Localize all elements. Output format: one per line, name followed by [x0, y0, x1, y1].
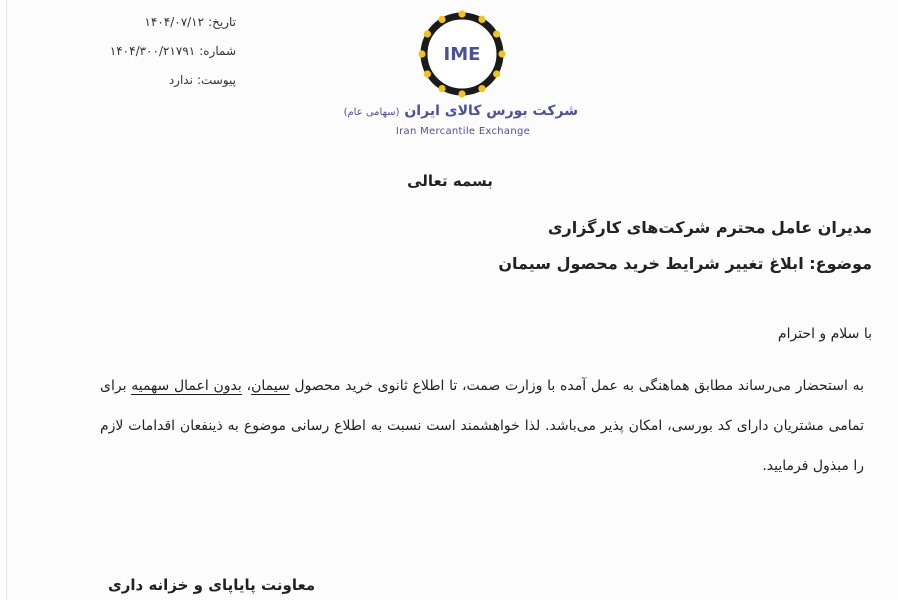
ime-logo: [343, 8, 578, 138]
number-value: ۱۴۰۴/۳۰۰/۲۱۷۹۱: [109, 44, 196, 58]
date-value: ۱۴۰۴/۰۷/۱۲: [144, 15, 205, 29]
letter-signature: معاونت پایاپای و خزانه داری: [108, 576, 316, 594]
body-part-2: ،: [241, 378, 252, 394]
brand-name-fa-text: شرکت بورس کالای ایران: [404, 103, 578, 119]
body-part-1: به استحضار می‌رساند مطابق هماهنگی به عمل آمده با وزارت صمت، تا اطلاع ثانوی خرید محصول: [289, 378, 864, 394]
attachment-row: [96, 66, 236, 95]
body-part-3: برای تمامی مشتریان دارای کد بورسی، امکان پذیر می‌باشد. لذا خواهشمند است نسبت به اطلاع رسانی موضوع به ذینفعان اقدامات لازم را مبذول فرمایید.: [100, 378, 864, 474]
brand-name-fa: [343, 103, 578, 119]
letter-body: [100, 366, 864, 486]
body-underlined-quota: بدون اعمال سهمیه: [131, 378, 242, 394]
letter-meta: [96, 8, 236, 95]
date-row: [96, 8, 236, 37]
number-label: شماره:: [199, 44, 236, 58]
basmala: بسمه تعالی: [407, 172, 493, 190]
letter-recipient: مدیران عامل محترم شرکت‌های کارگزاری: [547, 218, 872, 237]
ime-emblem-icon: [416, 8, 508, 100]
brand-name-en: Iran Mercantile Exchange: [395, 126, 531, 137]
letter-greeting: با سلام و احترام: [777, 326, 872, 342]
attachment-value: ندارد: [168, 73, 193, 87]
date-label: تاریخ:: [208, 15, 236, 29]
attachment-label: پیوست:: [196, 73, 236, 87]
logo-mark-text: IME: [443, 44, 481, 65]
body-underlined-cement: سیمان: [251, 378, 290, 394]
brand-name-fa-suffix: (سهامی عام): [343, 107, 400, 118]
letter-subject: موضوع: ابلاغ تغییر شرایط خرید محصول سیمان: [498, 254, 872, 273]
number-row: [96, 37, 236, 66]
